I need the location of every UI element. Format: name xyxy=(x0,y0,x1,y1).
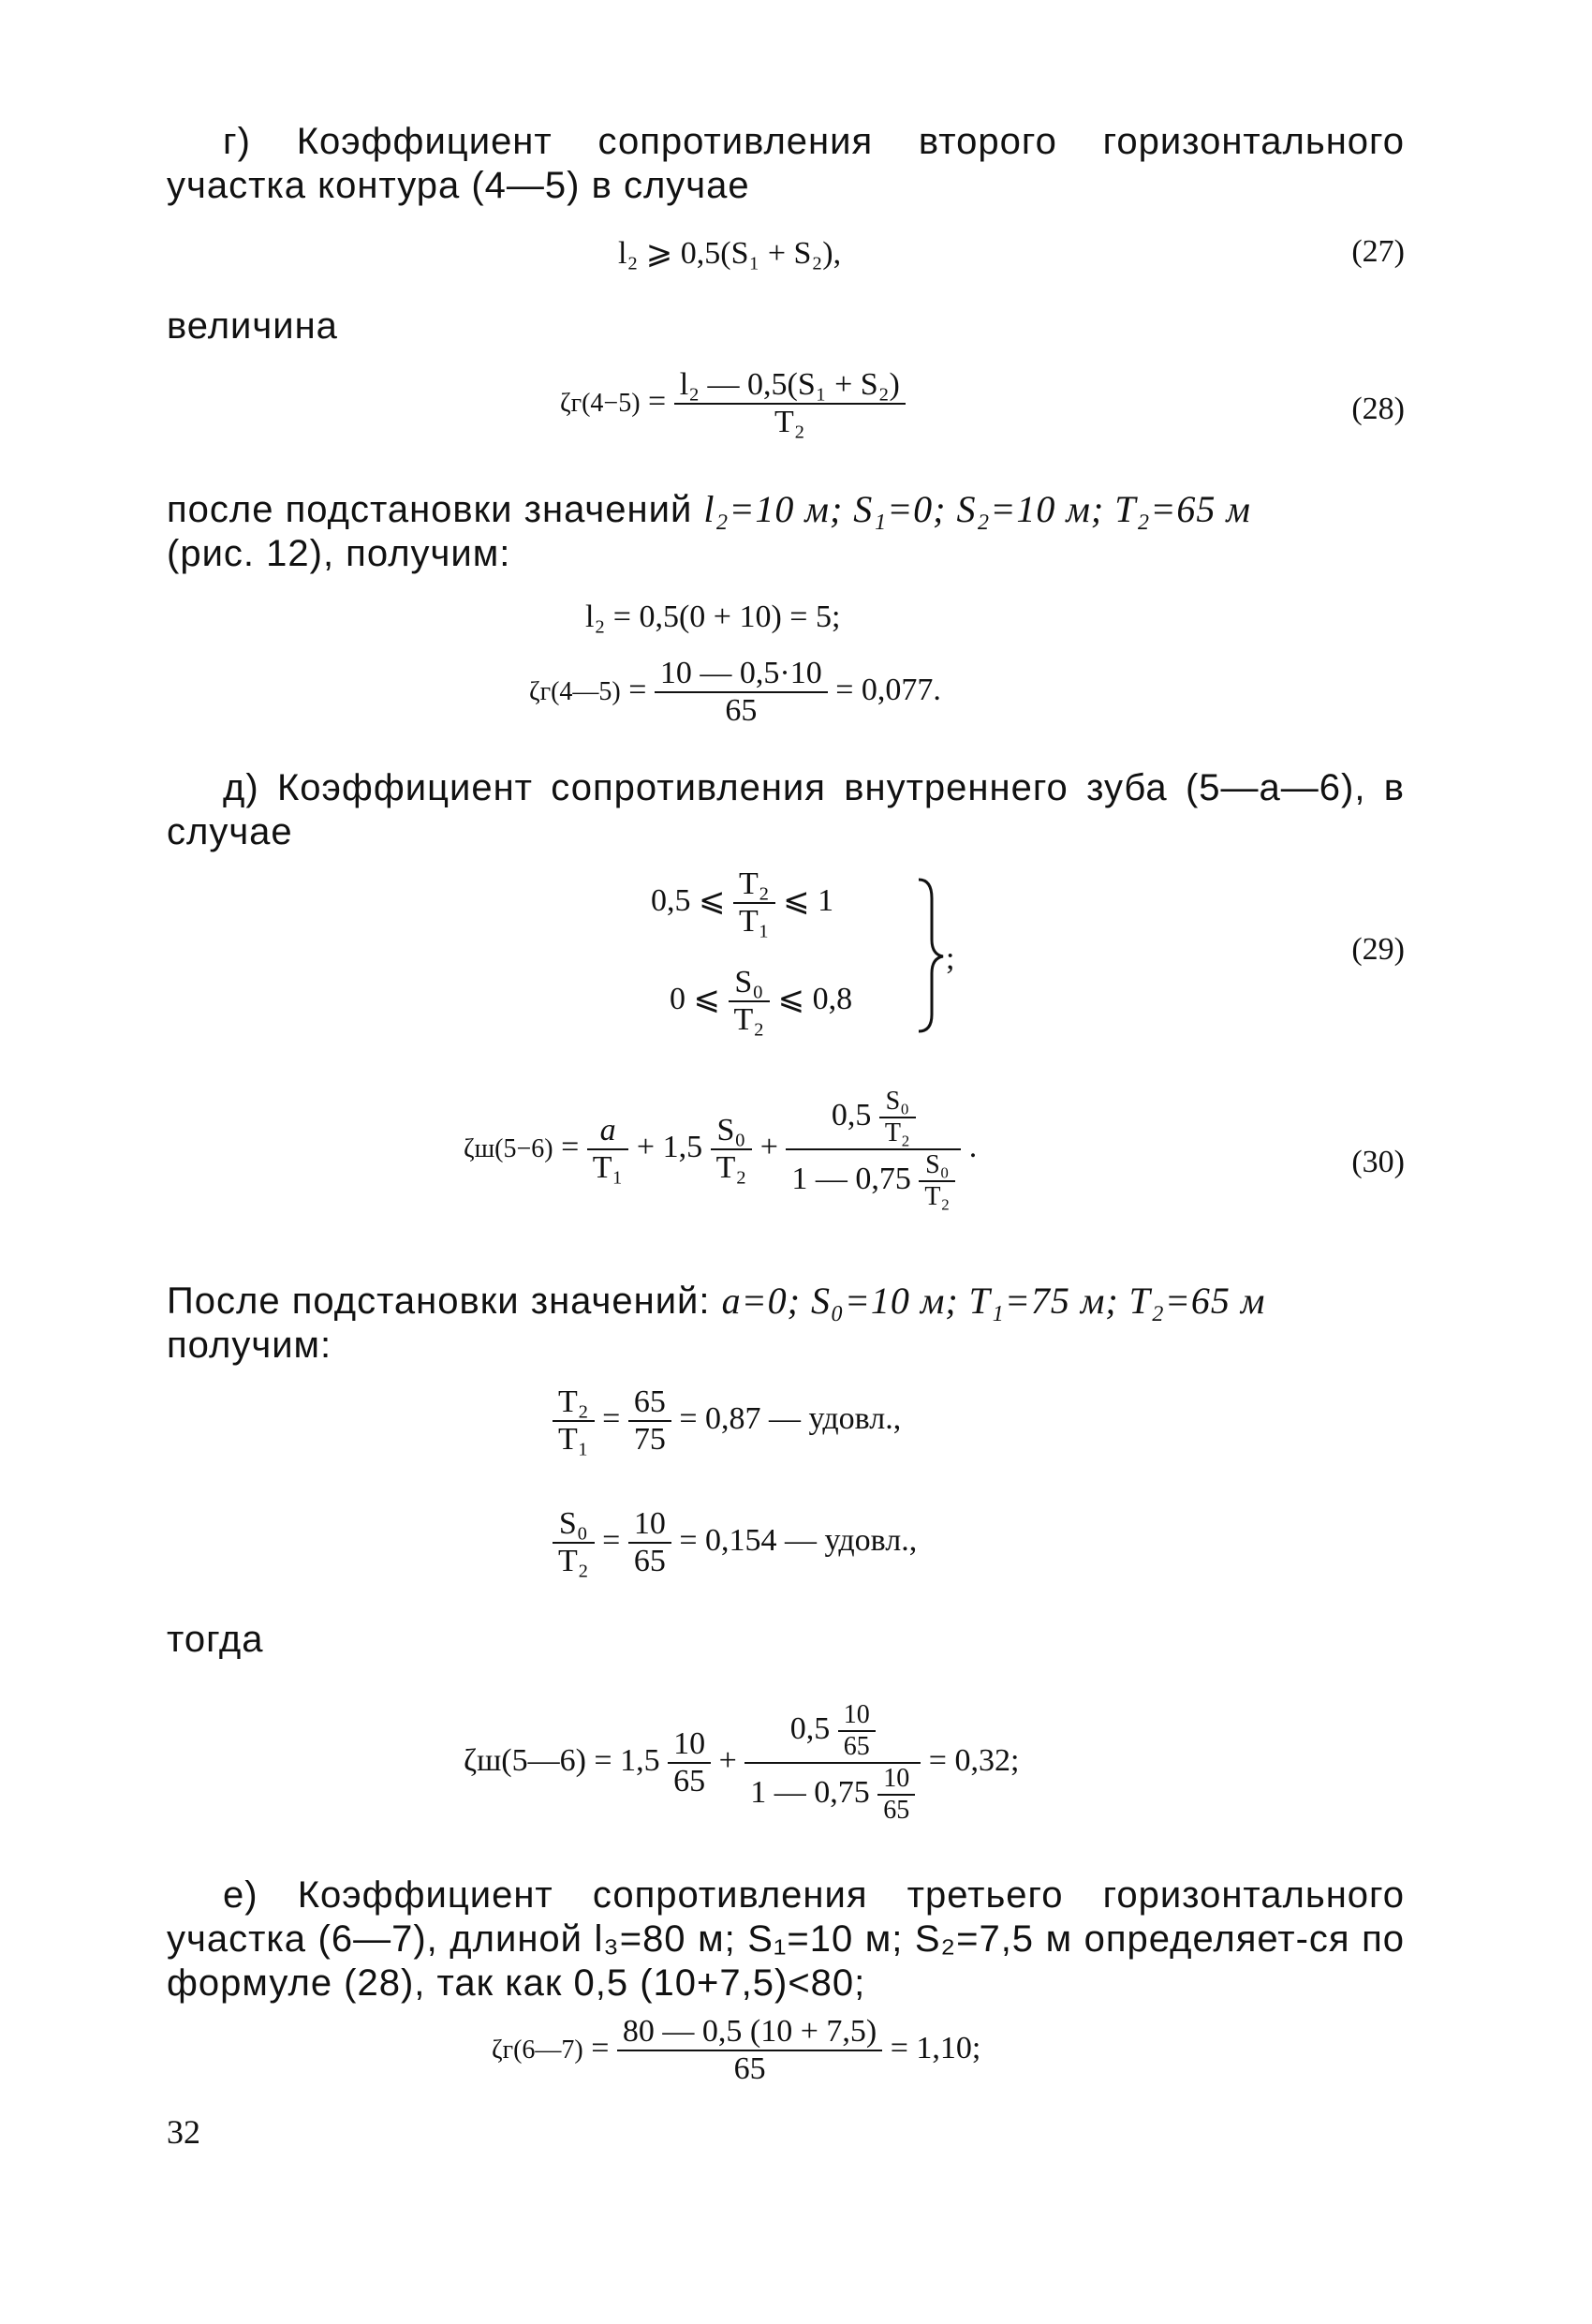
check2-fraction-b xyxy=(628,1506,671,1579)
equation-29-row2 xyxy=(670,965,852,1038)
final67-fraction xyxy=(617,2014,882,2087)
eq30-term3-denominator xyxy=(786,1150,961,1212)
check2-fraction-a xyxy=(553,1506,595,1579)
paragraph-g-intro: г) Коэффициент сопротивления второго горизонтального участка контура (4—5) в случае xyxy=(167,121,1405,206)
eq30-term3-num-coef: 0,5 xyxy=(831,1097,872,1132)
final56-plus: + xyxy=(718,1742,737,1778)
eq30-term3-num-numerator: S₀ xyxy=(879,1087,916,1118)
calc-zeta-4-5-denominator: 65 xyxy=(725,693,758,728)
calc-l2: l₂ = 0,5(0 + 10) = 5; xyxy=(585,600,841,634)
eq30-end: . xyxy=(968,1129,978,1164)
paragraph-d-intro: д) Коэффициент сопротивления внутреннего зуба (5—а—6), в случае xyxy=(167,767,1405,852)
check2-rhs: = 0,154 — удовл., xyxy=(679,1522,918,1558)
eq29-row1-numerator: T₂ xyxy=(733,866,775,904)
eq30-term2-coef: + 1,5 xyxy=(636,1129,703,1164)
paragraph-g-substitution xyxy=(167,487,1405,576)
eq30-term2-denominator: T₂ xyxy=(715,1150,747,1185)
eq30-term2 xyxy=(711,1113,753,1186)
eq30-term1 xyxy=(587,1113,629,1186)
final56-b-den-fraction xyxy=(877,1764,915,1826)
calc-zeta-4-5-numerator: 10 — 0,5·10 xyxy=(655,656,828,693)
eq29-row2-fraction xyxy=(729,965,771,1038)
eq30-term3-num-denominator: T₂ xyxy=(884,1118,910,1147)
final56-rhs: = 0,32; xyxy=(928,1742,1020,1778)
eq28-numerator: l₂ — 0,5(S₁ + S₂) xyxy=(674,367,906,405)
final56-b-num-fraction xyxy=(838,1700,876,1762)
eq30-term1-denominator: T₁ xyxy=(592,1150,624,1185)
check1-b-denominator: 75 xyxy=(633,1422,666,1457)
eq30-term3-den-denominator: T₂ xyxy=(924,1182,951,1211)
final67-rhs: = 1,10; xyxy=(890,2030,981,2065)
calc-zeta-4-5: ζг(4—5) = $\frac{10 — 0,5\cdot 10}{65}$ = 0,077. xyxy=(529,656,941,728)
eq29-row2-denominator: T₂ xyxy=(733,1002,765,1037)
eq28-fraction xyxy=(674,367,906,440)
equation-number-27: (27) xyxy=(1351,234,1405,269)
final56-a-denominator: 65 xyxy=(673,1764,706,1799)
final-zeta-6-7: ζг(6—7) = $\frac{80 — 0,5 (10 + 7,5)}{65}$ = 1,10; xyxy=(492,2014,981,2086)
check1-a-denominator: T₁ xyxy=(558,1422,589,1457)
calc-zeta-4-5-fraction xyxy=(655,656,828,729)
check-s0-t2: $\frac{\text{S₀}}{\text{T₂}}$ = $\frac{10}{65}$ = 0,154 — удовл., xyxy=(553,1506,917,1579)
eq30-term2-numerator: S₀ xyxy=(711,1113,753,1150)
paragraph-togda: тогда xyxy=(167,1619,264,1660)
d-posle-text: После подстановки значений: xyxy=(167,1280,711,1322)
check2-b-numerator: 10 xyxy=(628,1506,671,1544)
eq30-term3-den-fraction xyxy=(919,1150,955,1212)
check2-b-denominator: 65 xyxy=(633,1544,666,1578)
d-poluchim-text: получим: xyxy=(167,1325,332,1366)
final56-fraction-b xyxy=(744,1700,921,1826)
eq30-term3 xyxy=(786,1087,961,1212)
eq28-denominator: T₂ xyxy=(774,405,805,439)
final56-b-denominator xyxy=(744,1764,921,1826)
final67-numerator: 80 — 0,5 (10 + 7,5) xyxy=(617,2014,882,2051)
final56-a-numerator: 10 xyxy=(668,1726,711,1764)
eq29-row2-numerator: S₀ xyxy=(729,965,771,1002)
calc-zeta-4-5-lhs: ζг(4—5) xyxy=(529,676,621,706)
check-t2-t1: $\frac{\text{T₂}}{\text{T₁}}$ = $\frac{65}{75}$ = 0,87 — удовл., xyxy=(553,1384,901,1458)
calc-zeta-4-5-rhs: = 0,077. xyxy=(835,672,941,707)
eq29-row1-denominator: T₁ xyxy=(739,904,770,939)
final67-lhs: ζг(6—7) xyxy=(492,2035,583,2065)
equation-number-30: (30) xyxy=(1351,1145,1405,1179)
equation-number-29: (29) xyxy=(1351,932,1405,967)
g-ris-text: (рис. 12), получим: xyxy=(167,533,511,574)
final56-b-den-coef: 1 — 0,75 xyxy=(750,1774,870,1810)
check1-fraction-b xyxy=(628,1384,671,1458)
equation-28: ζг(4−5) = $\frac{\text{l₂ — 0,5(S₁ + S₂)}}{\text{T₂}}$ xyxy=(560,367,906,440)
page-number: 32 xyxy=(167,2113,200,2151)
eq30-term3-numerator xyxy=(786,1087,961,1150)
paragraph-d-substitution xyxy=(167,1279,1405,1368)
final56-b-den-numerator: 10 xyxy=(877,1764,915,1796)
equation-number-28: (28) xyxy=(1351,392,1405,426)
final56-fraction-a xyxy=(668,1726,711,1799)
check1-b-numerator: 65 xyxy=(628,1384,671,1422)
eq30-lhs: ζш(5−6) xyxy=(464,1133,553,1163)
eq29-row2-left: 0 ⩽ xyxy=(670,981,720,1016)
paragraph-e-intro: е) Коэффициент сопротивления третьего горизонтального участка (6—7), длиной l₃=80 м; S₁=10 м; S₂=7,5 м определяет-ся по формуле (28), так как 0,5 (10+7,5)<80; xyxy=(167,1874,1405,2004)
equation-30: ζш(5−6) = $\frac{a}{\text{T₁}}$ + 1,5 $\frac{\text{S₀}}{\text{T₂}}$ + 0,5 $\frac{\text{S₀}}{\text{T₂}}$ 1 — 0,75 $\frac{\text{S₀}}{\text{T₂}}$ . xyxy=(464,1087,978,1211)
equation-27: l₂ ⩾ 0,5(S₁ + S₂), xyxy=(618,236,842,271)
g-posle-text: после подстановки значений xyxy=(167,489,693,530)
right-brace-icon xyxy=(913,876,951,1035)
g-values-text: l₂=10 м; S₁=0; S₂=10 м; T₂=65 м xyxy=(703,488,1251,530)
paragraph-velichina: величина xyxy=(167,305,338,347)
final56-b-num-numerator: 10 xyxy=(838,1700,876,1732)
final56-b-den-denominator: 65 xyxy=(883,1796,910,1825)
check2-a-denominator: T₂ xyxy=(558,1544,589,1578)
eq29-semicolon: ; xyxy=(946,941,955,976)
eq30-term3-den-coef: 1 — 0,75 xyxy=(791,1161,911,1196)
eq30-term3-num-fraction xyxy=(879,1087,916,1148)
final67-denominator: 65 xyxy=(733,2051,766,2086)
eq30-term3-den-numerator: S₀ xyxy=(919,1150,955,1182)
eq29-row1-left: 0,5 ⩽ xyxy=(651,882,726,918)
check1-a-numerator: T₂ xyxy=(553,1384,595,1422)
eq29-row1-right: ⩽ 1 xyxy=(783,882,834,918)
final56-b-num-denominator: 65 xyxy=(843,1732,870,1761)
check1-fraction-a xyxy=(553,1384,595,1458)
eq29-row1-fraction xyxy=(733,866,775,940)
final-zeta-5-6 xyxy=(464,1700,1019,1826)
eq30-term1-numerator: a xyxy=(587,1113,629,1150)
d-values-text: a=0; S₀=10 м; T₁=75 м; T₂=65 м xyxy=(721,1280,1266,1322)
final56-b-num-coef: 0,5 xyxy=(789,1710,831,1746)
equation-29-row1 xyxy=(651,866,833,940)
final56-lhs: ζш(5—6) = 1,5 xyxy=(464,1742,660,1778)
check2-a-numerator: S₀ xyxy=(553,1506,595,1544)
eq29-row2-right: ⩽ 0,8 xyxy=(777,981,853,1016)
eq28-lhs: ζг(4−5) xyxy=(560,388,641,418)
check1-rhs: = 0,87 — удовл., xyxy=(679,1400,902,1436)
final56-b-numerator xyxy=(744,1700,921,1764)
